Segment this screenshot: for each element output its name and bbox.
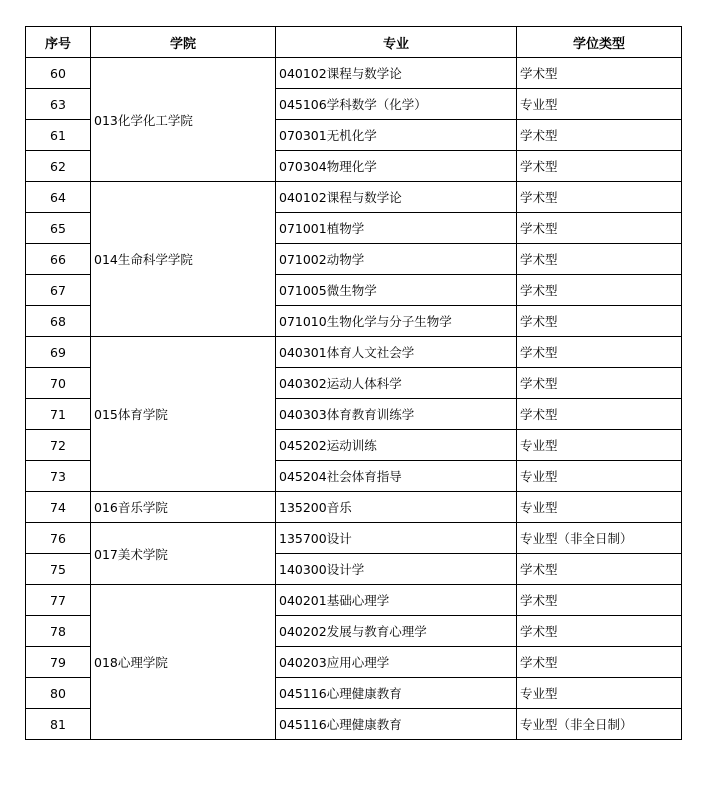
row-number: 76 bbox=[26, 523, 91, 554]
header-college: 学院 bbox=[91, 27, 276, 58]
header-degree-type: 学位类型 bbox=[517, 27, 682, 58]
college-cell: 015体育学院 bbox=[91, 337, 276, 492]
table-row bbox=[26, 585, 682, 616]
major-cell: 071001植物学 bbox=[276, 213, 517, 244]
college-cell: 014生命科学学院 bbox=[91, 182, 276, 337]
major-cell: 071010生物化学与分子生物学 bbox=[276, 306, 517, 337]
row-number: 74 bbox=[26, 492, 91, 523]
degree-type-cell: 专业型 bbox=[517, 430, 682, 461]
row-number: 63 bbox=[26, 89, 91, 120]
degree-type-cell: 学术型 bbox=[517, 554, 682, 585]
row-number: 80 bbox=[26, 678, 91, 709]
major-cell: 070304物理化学 bbox=[276, 151, 517, 182]
row-number: 67 bbox=[26, 275, 91, 306]
major-cell: 040201基础心理学 bbox=[276, 585, 517, 616]
degree-type-cell: 专业型 bbox=[517, 492, 682, 523]
major-cell: 040301体育人文社会学 bbox=[276, 337, 517, 368]
degree-type-cell: 学术型 bbox=[517, 337, 682, 368]
row-number: 72 bbox=[26, 430, 91, 461]
row-number: 78 bbox=[26, 616, 91, 647]
major-cell: 045204社会体育指导 bbox=[276, 461, 517, 492]
major-cell: 071002动物学 bbox=[276, 244, 517, 275]
programs-table bbox=[25, 26, 682, 740]
major-cell: 040203应用心理学 bbox=[276, 647, 517, 678]
college-cell: 013化学化工学院 bbox=[91, 58, 276, 182]
degree-type-cell: 专业型 bbox=[517, 678, 682, 709]
degree-type-cell: 学术型 bbox=[517, 585, 682, 616]
major-cell: 135700设计 bbox=[276, 523, 517, 554]
degree-type-cell: 学术型 bbox=[517, 182, 682, 213]
college-cell: 017美术学院 bbox=[91, 523, 276, 585]
row-number: 81 bbox=[26, 709, 91, 740]
row-number: 68 bbox=[26, 306, 91, 337]
major-cell: 140300设计学 bbox=[276, 554, 517, 585]
row-number: 61 bbox=[26, 120, 91, 151]
degree-type-cell: 学术型 bbox=[517, 151, 682, 182]
degree-type-cell: 学术型 bbox=[517, 213, 682, 244]
row-number: 75 bbox=[26, 554, 91, 585]
table-row bbox=[26, 58, 682, 89]
major-cell: 040102课程与数学论 bbox=[276, 58, 517, 89]
row-number: 79 bbox=[26, 647, 91, 678]
row-number: 64 bbox=[26, 182, 91, 213]
table-row bbox=[26, 523, 682, 554]
major-cell: 071005微生物学 bbox=[276, 275, 517, 306]
major-cell: 040102课程与数学论 bbox=[276, 182, 517, 213]
row-number: 73 bbox=[26, 461, 91, 492]
row-number: 77 bbox=[26, 585, 91, 616]
row-number: 62 bbox=[26, 151, 91, 182]
major-cell: 045106学科数学（化学） bbox=[276, 89, 517, 120]
degree-type-cell: 学术型 bbox=[517, 275, 682, 306]
college-cell: 016音乐学院 bbox=[91, 492, 276, 523]
row-number: 70 bbox=[26, 368, 91, 399]
degree-type-cell: 专业型 bbox=[517, 461, 682, 492]
header-major: 专业 bbox=[276, 27, 517, 58]
degree-type-cell: 专业型（非全日制） bbox=[517, 709, 682, 740]
table-header-row bbox=[26, 27, 682, 58]
row-number: 71 bbox=[26, 399, 91, 430]
degree-type-cell: 学术型 bbox=[517, 58, 682, 89]
degree-type-cell: 学术型 bbox=[517, 616, 682, 647]
major-cell: 040202发展与教育心理学 bbox=[276, 616, 517, 647]
major-cell: 135200音乐 bbox=[276, 492, 517, 523]
major-cell: 040302运动人体科学 bbox=[276, 368, 517, 399]
degree-type-cell: 学术型 bbox=[517, 399, 682, 430]
header-no: 序号 bbox=[26, 27, 91, 58]
degree-type-cell: 学术型 bbox=[517, 244, 682, 275]
college-cell: 018心理学院 bbox=[91, 585, 276, 740]
major-cell: 045116心理健康教育 bbox=[276, 709, 517, 740]
document-sheet bbox=[25, 26, 681, 740]
major-cell: 070301无机化学 bbox=[276, 120, 517, 151]
degree-type-cell: 学术型 bbox=[517, 120, 682, 151]
degree-type-cell: 学术型 bbox=[517, 647, 682, 678]
table-row bbox=[26, 182, 682, 213]
degree-type-cell: 学术型 bbox=[517, 368, 682, 399]
major-cell: 045202运动训练 bbox=[276, 430, 517, 461]
major-cell: 040303体育教育训练学 bbox=[276, 399, 517, 430]
major-cell: 045116心理健康教育 bbox=[276, 678, 517, 709]
row-number: 60 bbox=[26, 58, 91, 89]
table-row bbox=[26, 337, 682, 368]
table-body bbox=[26, 58, 682, 740]
degree-type-cell: 专业型 bbox=[517, 89, 682, 120]
degree-type-cell: 学术型 bbox=[517, 306, 682, 337]
row-number: 69 bbox=[26, 337, 91, 368]
table-row bbox=[26, 492, 682, 523]
degree-type-cell: 专业型（非全日制） bbox=[517, 523, 682, 554]
row-number: 66 bbox=[26, 244, 91, 275]
row-number: 65 bbox=[26, 213, 91, 244]
